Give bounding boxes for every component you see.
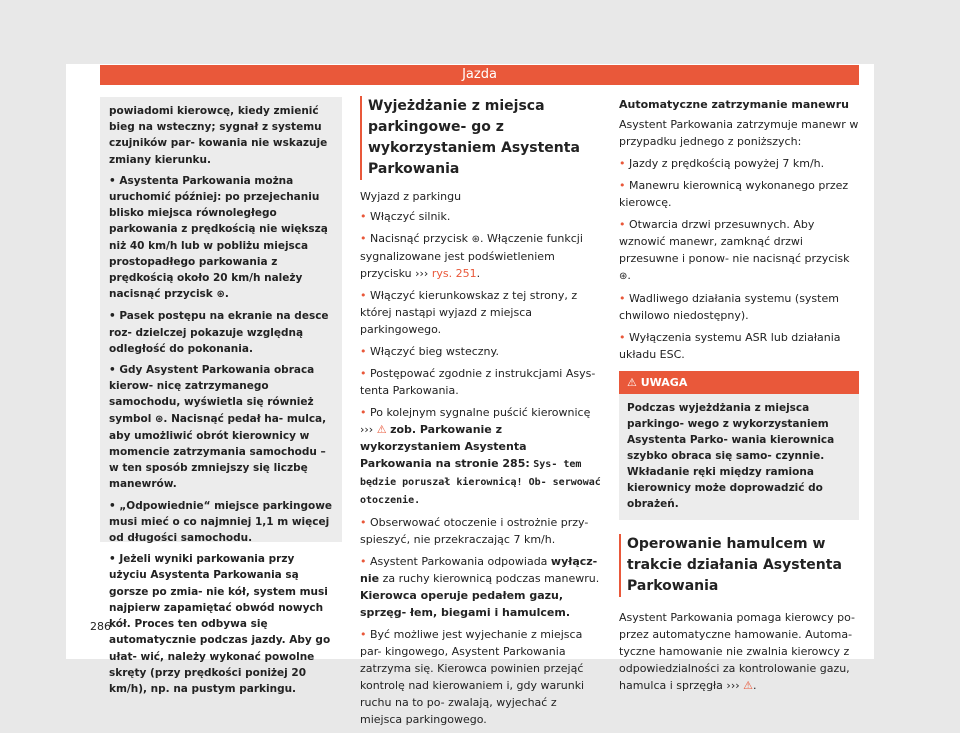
list-item: • Włączyć kierunkowskaz z tej strony, z której nastąpi wyjazd z miejsca parkingowego.: [360, 289, 578, 336]
info-bullet: • Gdy Asystent Parkowania obraca kierow- nicę zatrzymanego samochodu, wyświetla się również symbol ⊛. Nacisnąć pedał ha- mulca, aby umożliwić obrót kierownicy w momencie zatrzymania samochodu – w ten sposób zmniejszy się liczbę manewrów.: [109, 364, 327, 491]
list-item: • Włączyć bieg wsteczny.: [360, 345, 499, 358]
warning-icon: ⚠: [627, 376, 637, 389]
park-assist-icon: ⊛: [471, 234, 480, 245]
column-auto-stop: [619, 96, 859, 699]
list-item: • Włączyć silnik.: [360, 210, 451, 223]
list-item: • Postępować zgodnie z instrukcjami Asys- tenta Parkowania.: [360, 367, 596, 397]
page-number: 286: [90, 620, 111, 633]
subheading: Automatyczne zatrzymanie manewru: [619, 98, 849, 111]
warning-icon: ⚠: [743, 679, 753, 692]
section-heading: Operowanie hamulcem w trakcie działania Asystenta Parkowania: [619, 534, 859, 597]
list-item: • Otwarcia drzwi przesuwnych. Aby wznowić manewr, zamknąć drzwi przesuwne i ponow- nie nacisnąć przycisk ⊛.: [619, 216, 859, 285]
info-intro: powiadomi kierowcę, kiedy zmienić bieg na wsteczny; sygnał z systemu czujników par- kowania nie wskazuje zmiany kierunku.: [109, 105, 328, 166]
paragraph: Asystent Parkowania pomaga kierowcy po- przez automatyczne hamowanie. Automa- tyczne hamowanie nie zwalnia kierowcy z odpowiedzialności za kontrolowanie gazu, hamulca i sprzęgła ››› ⚠.: [619, 611, 856, 692]
list-item: • Po kolejnym sygnalne puścić kierownicę ››› ⚠ zob. Parkowanie z wykorzystaniem Asystenta Parkowania na stronie 285: Sys- tem będzie poruszał kierownicą! Ob- serwować otoczenie.: [360, 406, 601, 506]
list-item: • Wyłączenia systemu ASR lub działania układu ESC.: [619, 331, 841, 361]
info-bullet: • Asystenta Parkowania można uruchomić później: po przejechaniu blisko miejsca równoległego parkowania z prędkością nie większą niż 40 km/h lub w pobliżu miejsca prostopadłego parkowania z prędkością około 20 km/h należy nacisnąć przycisk ⊛.: [109, 173, 333, 304]
info-bullet: • Jeżeli wyniki parkowania przy użyciu Asystenta Parkowania są gorsze po zmia- nie kół, system musi najpierw zapamiętać obwód nowych kół. Proces ten odbywa się automatycznie podczas jazdy. Aby go ułat- wić, należy wykonać powolne skręty (przy prędkości poniżej 20 km/h), np. na pustym parkingu.: [109, 553, 331, 695]
warning-icon: ⚠: [376, 423, 387, 436]
warning-text: Podczas wyjeżdżania z miejsca parkingo- wego z wykorzystaniem Asystenta Parko- wania kierownica szybko obraca się samo- czynnie. Wkładanie ręki między ramiona kierownicy może doprowadzić do obrażeń.: [627, 402, 835, 510]
warning-box: [619, 371, 859, 520]
subheading: Wyjazd z parkingu: [360, 190, 462, 203]
warning-header: ⚠ UWAGA: [619, 371, 859, 394]
list-item: • Manewru kierownicą wykonanego przez kierowcę.: [619, 179, 849, 209]
page-header: [100, 65, 859, 85]
figure-link[interactable]: rys. 251: [431, 267, 477, 280]
list-item: • Asystent Parkowania odpowiada wyłącz- nie za ruchy kierownicą podczas manewru. Kierowca operuje pedałem gazu, sprzęg- łem, biegami i hamulcem.: [360, 555, 600, 619]
column-exit-parking: [360, 96, 602, 733]
info-bullet: • Pasek postępu na ekranie na desce roz- dzielczej pokazuje względną odległość do pokonania.: [109, 310, 329, 355]
list-item: • Być możliwe jest wyjechanie z miejsca par- kingowego, Asystent Parkowania zatrzyma się. Kierowca powinien przejąć kontrolę nad kierowaniem i, gdy warunki ruchu na to po- zwalają, wyjechać z miejsca parkingowego.: [360, 628, 585, 726]
park-assist-icon: ⊛: [216, 289, 225, 301]
header-title: Jazda: [462, 67, 497, 82]
paragraph: Asystent Parkowania zatrzymuje manewr w przypadku jednego z poniższych:: [619, 118, 859, 148]
info-bullet: • „Odpowiednie“ miejsce parkingowe musi mieć o co najmniej 1,1 m więcej od długości samochodu.: [109, 499, 333, 545]
park-assist-icon: ⊛: [619, 271, 628, 282]
list-item: • Jazdy z prędkością powyżej 7 km/h.: [619, 157, 825, 170]
list-item: • Wadliwego działania systemu (system chwilowo niedostępny).: [619, 292, 839, 322]
steering-wheel-icon: ⊛: [155, 413, 164, 425]
list-item: • Obserwować otoczenie i ostrożnie przy- spieszyć, nie przekraczając 7 km/h.: [360, 516, 589, 546]
list-item: • Nacisnąć przycisk ⊛. Włączenie funkcji sygnalizowane jest podświetleniem przycisku ››› rys. 251.: [360, 232, 583, 280]
section-heading: Wyjeżdżanie z miejsca parkingowe- go z wykorzystaniem Asystenta Parkowania: [360, 96, 602, 180]
